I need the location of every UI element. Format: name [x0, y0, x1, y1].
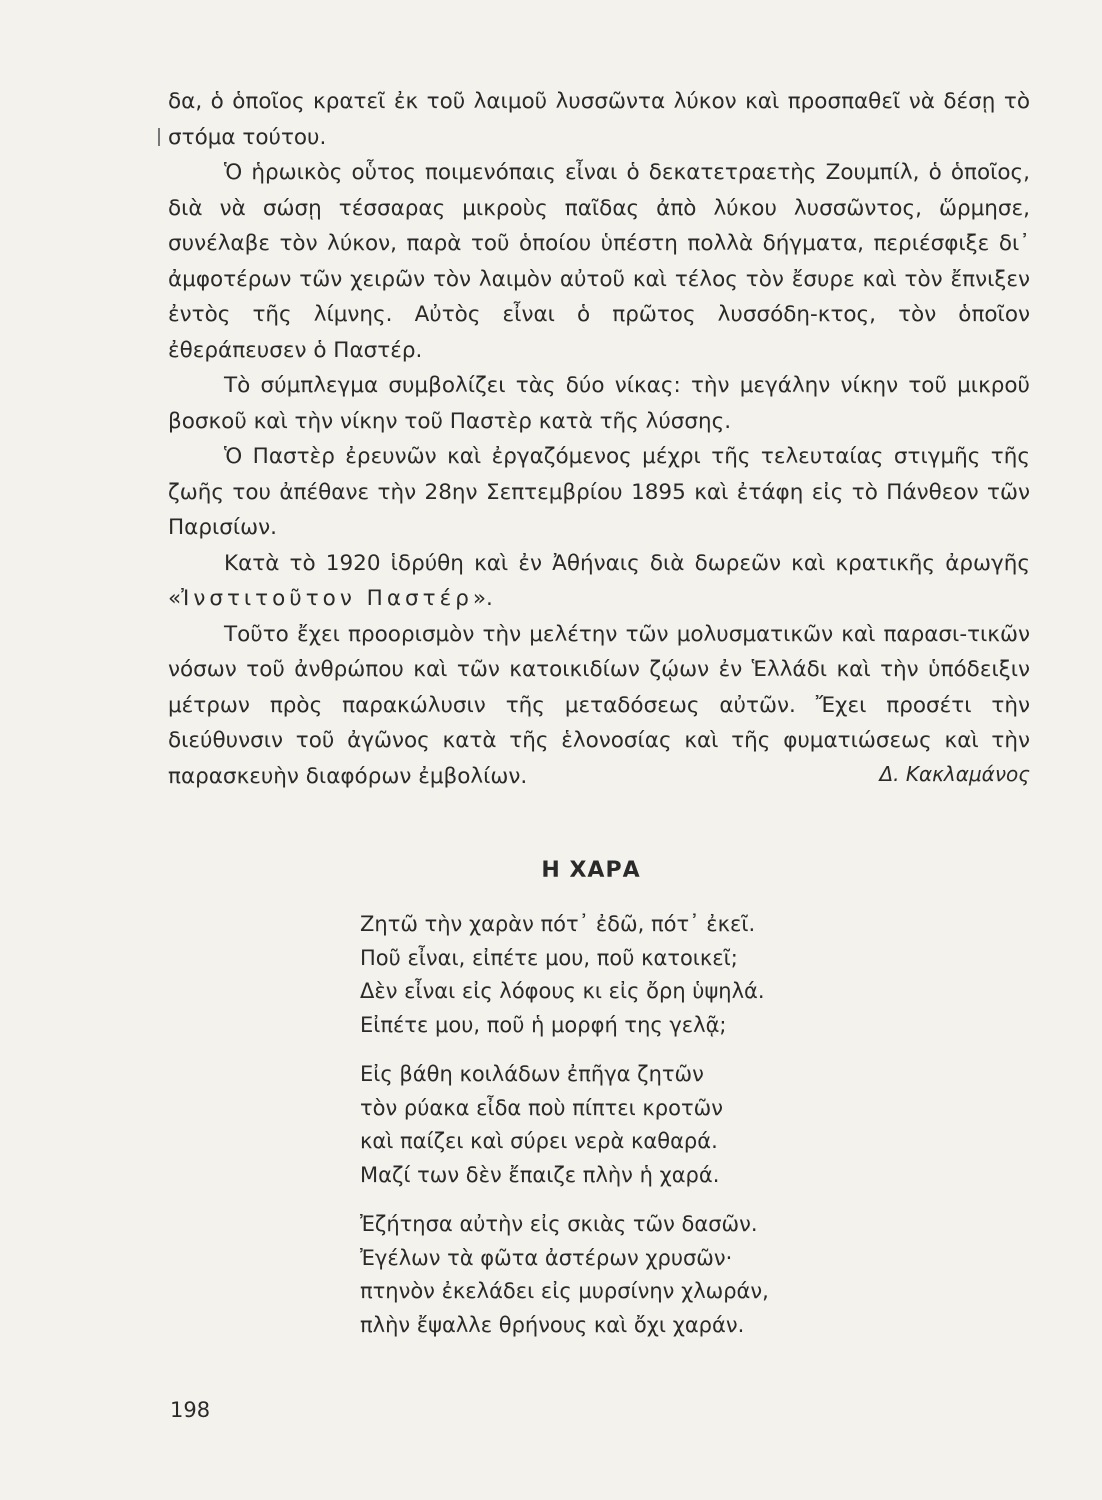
poem-line: Ἐγέλων τὰ φῶτα ἀστέρων χρυσῶν·: [360, 1245, 733, 1270]
paragraph-5: [168, 546, 1030, 617]
poem-line: τὸν ρύακα εἶδα ποὺ πίπτει κροτῶν: [360, 1095, 723, 1120]
paragraph-4: Ὁ Παστὲρ ἐρευνῶν καὶ ἐργαζόμενος μέχρι τῆς τελευταίας στιγμῆς τῆς ζωῆς του ἀπέθανε τὴν 28ην Σεπτεμβρίου 1895 καὶ ἐτάφη εἰς τὸ Πάνθεον τῶν Παρισίων.: [168, 444, 1030, 540]
poem-line: πτηνὸν ἐκελάδει εἰς μυρσίνην χλωράν,: [360, 1279, 769, 1303]
stanza: [360, 1058, 1020, 1192]
stanza: [360, 1208, 1020, 1342]
poem: [360, 908, 1020, 1358]
margin-mark: [158, 128, 160, 146]
paragraph-2: Ὁ ἡρωικὸς οὗτος ποιμενόπαις εἶναι ὁ δεκατετραετὴς Ζουμπίλ, ὁ ὁποῖος, διὰ νὰ σώσῃ τέσσαρας μικροὺς παῖδας ἀπὸ λύκου λυσσῶντος, ὥρμησε, συνέλαβε τὸν λύκον, παρὰ τοῦ ὁποίου ὑπέστη πολλὰ δήγματα, περιέσφιξε δι᾿ ἀμφοτέρων τῶν χειρῶν τὸν λαιμὸν αὐτοῦ καὶ τέλος τὸν ἔσυρε καὶ τὸν ἔπνιξεν ἐντὸς τῆς λίμνης. Αὐτὸς εἶναι ὁ πρῶτος λυσσόδη-κτος, τὸν ὁποῖον ἐθεράπευσεν ὁ Παστέρ.: [168, 160, 1030, 363]
page-number: 198: [170, 1398, 211, 1422]
poem-line: Μαζί των δὲν ἔπαιζε πλὴν ἡ χαρά.: [360, 1162, 720, 1187]
poem-line: Ποῦ εἶναι, εἰπέτε μου, ποῦ κατοικεῖ;: [360, 945, 738, 970]
paragraph-6: Τοῦτο ἔχει προορισμὸν τὴν μελέτην τῶν μολυσματικῶν καὶ παρασι-τικῶν νόσων τοῦ ἀνθρώπου καὶ τῶν κατοικιδίων ζῴων ἐν Ἑλλάδι καὶ τὴν ὑπόδειξιν μέτρων πρὸς παρακώλυσιν τῆς μεταδόσεως αὐτῶν. Ἔχει προσέτι τὴν διεύθυνσιν τοῦ ἀγῶνος κατὰ τῆς ἑλονοσίας καὶ τῆς φυματιώσεως καὶ τὴν παρασκευὴν διαφόρων ἐμβολίων.: [168, 621, 1030, 789]
poem-line: Δὲν εἶναι εἰς λόφους κι εἰς ὄρη ὑψηλά.: [360, 979, 765, 1003]
poem-line: Εἰς βάθη κοιλάδων ἐπῆγα ζητῶν: [360, 1062, 704, 1086]
prose-section: [168, 84, 1030, 794]
paragraph-3: Τὸ σύμπλεγμα συμβολίζει τὰς δύο νίκας: τὴν μεγάλην νίκην τοῦ μικροῦ βοσκοῦ καὶ τὴν νίκην τοῦ Παστὲρ κατὰ τῆς λύσσης.: [168, 373, 1030, 434]
paragraph-5-end: ».: [472, 586, 493, 611]
institute-name: Ἰνστιτοῦτον Παστέρ: [181, 586, 473, 611]
poem-line: Ζητῶ τὴν χαρὰν πότ᾿ ἐδῶ, πότ᾿ ἐκεῖ.: [360, 912, 756, 936]
poem-line: Ἐζήτησα αὐτὴν εἰς σκιὰς τῶν δασῶν.: [360, 1212, 758, 1236]
poem-line: Εἰπέτε μου, ποῦ ἡ μορφή της γελᾷ;: [360, 1012, 727, 1037]
paragraph-5-text: Κατὰ τὸ 1920 ἱδρύθη καὶ ἐν Ἀθήναις διὰ δωρεῶν καὶ κρατικῆς ἀρωγῆς «: [168, 550, 1030, 611]
stanza: [360, 908, 1020, 1042]
poem-title: Η ΧΑΡΑ: [541, 858, 641, 883]
author-signature: Δ. Κακλαμάνος: [879, 762, 1030, 786]
poem-line: καὶ παίζει καὶ σύρει νερὰ καθαρά.: [360, 1129, 718, 1153]
poem-line: πλὴν ἔψαλλε θρήνους καὶ ὄχι χαράν.: [360, 1312, 745, 1337]
paragraph-1: δα, ὁ ὁποῖος κρατεῖ ἐκ τοῦ λαιμοῦ λυσσῶντα λύκον καὶ προσπαθεῖ νὰ δέσῃ τὸ στόμα τούτου.: [168, 89, 1030, 150]
